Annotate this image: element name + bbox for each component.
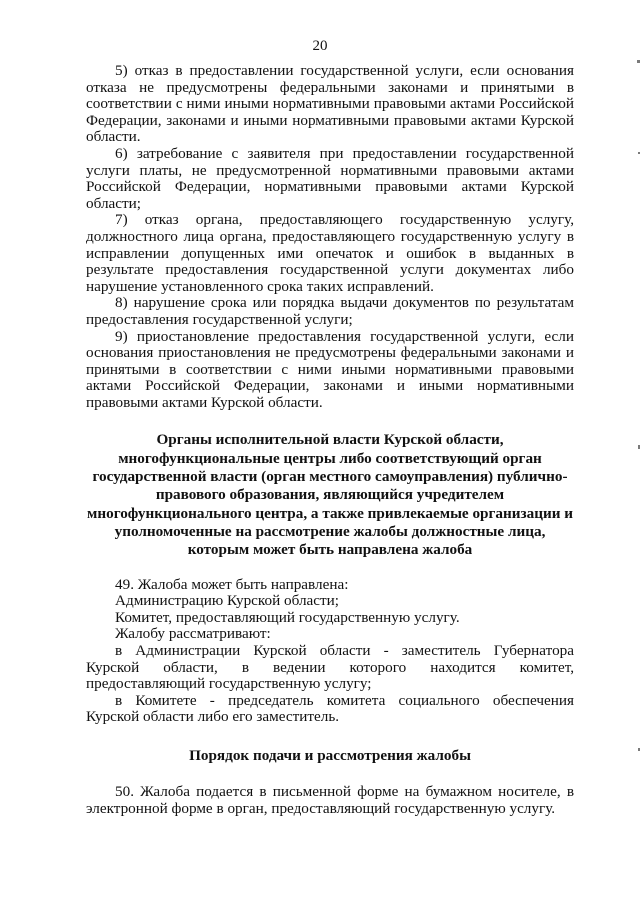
heading-line: которым может быть направлена жалоба: [187, 541, 473, 559]
paragraph-item-6: 6) затребование с заявителя при предоставлении государственной услуги платы, не предусмотренной нормативными правовыми актами Российской Федерации, нормативными правовыми актами Курской области;: [86, 144, 574, 212]
page-number: 20: [312, 38, 328, 54]
heading-line: правового образования, являющийся учредителем: [155, 486, 505, 504]
section-heading-procedure: Порядок подачи и рассмотрения жалобы: [189, 746, 471, 764]
section-heading-complaint-bodies: [86, 431, 574, 559]
heading-line: Органы исполнительной власти Курской области,: [156, 431, 504, 449]
heading-line: многофункционального центра, а также привлекаемые организации и: [87, 504, 573, 522]
heading-line: государственной власти (орган местного самоуправления) публично-: [92, 468, 568, 486]
paragraph-committee: Комитет, предоставляющий государственную услугу.: [115, 608, 460, 626]
paragraph-administration: Администрацию Курской области;: [115, 592, 340, 610]
paragraph-administration-reviewer: в Администрации Курской области - заместитель Губернатора Курской области, в ведении которого находится комитет, предоставляющий государственную услугу;: [86, 641, 574, 693]
paragraph-committee-reviewer: в Комитете - председатель комитета социального обеспечения Курской области либо его заместитель.: [86, 691, 574, 726]
paragraph-item-8: 8) нарушение срока или порядка выдачи документов по результатам предоставления государственной услуги;: [86, 294, 574, 328]
heading-line: уполномоченные на рассмотрение жалобы должностные лица,: [114, 522, 546, 540]
paragraph-49: 49. Жалоба может быть направлена:: [115, 575, 349, 593]
paragraph-50: 50. Жалоба подается в письменной форме на бумажном носителе, в электронной форме в орган, предоставляющий государственную услугу.: [86, 783, 574, 817]
paragraph-reviewers: Жалобу рассматривают:: [115, 625, 271, 643]
paragraph-item-9: 9) приостановление предоставления государственной услуги, если основания приостановления не предусмотрены федеральными законами и принятыми в соответствии с ними иными нормативными правовыми актами Российской Федерации, законами и иными нормативными правовыми актами Курской области.: [86, 327, 574, 411]
paragraph-item-7: 7) отказ органа, предоставляющего государственную услугу, должностного лица органа, предоставляющего государственную услугу в исправлении допущенных ими опечаток и ошибок в выданных в результате предоставления государственной услуги документах либо нарушение установленного срока таких исправлений.: [86, 211, 574, 295]
document-body: [86, 63, 574, 817]
paragraph-item-5: 5) отказ в предоставлении государственной услуги, если основания отказа не предусмотрены федеральными законами и принятыми в соответствии с ними иными нормативными правовыми актами Российской Федерации, законами и иными нормативными правовыми актами Курской области.: [86, 62, 574, 146]
heading-line: многофункциональные центры либо соответствующий орган: [118, 449, 542, 467]
